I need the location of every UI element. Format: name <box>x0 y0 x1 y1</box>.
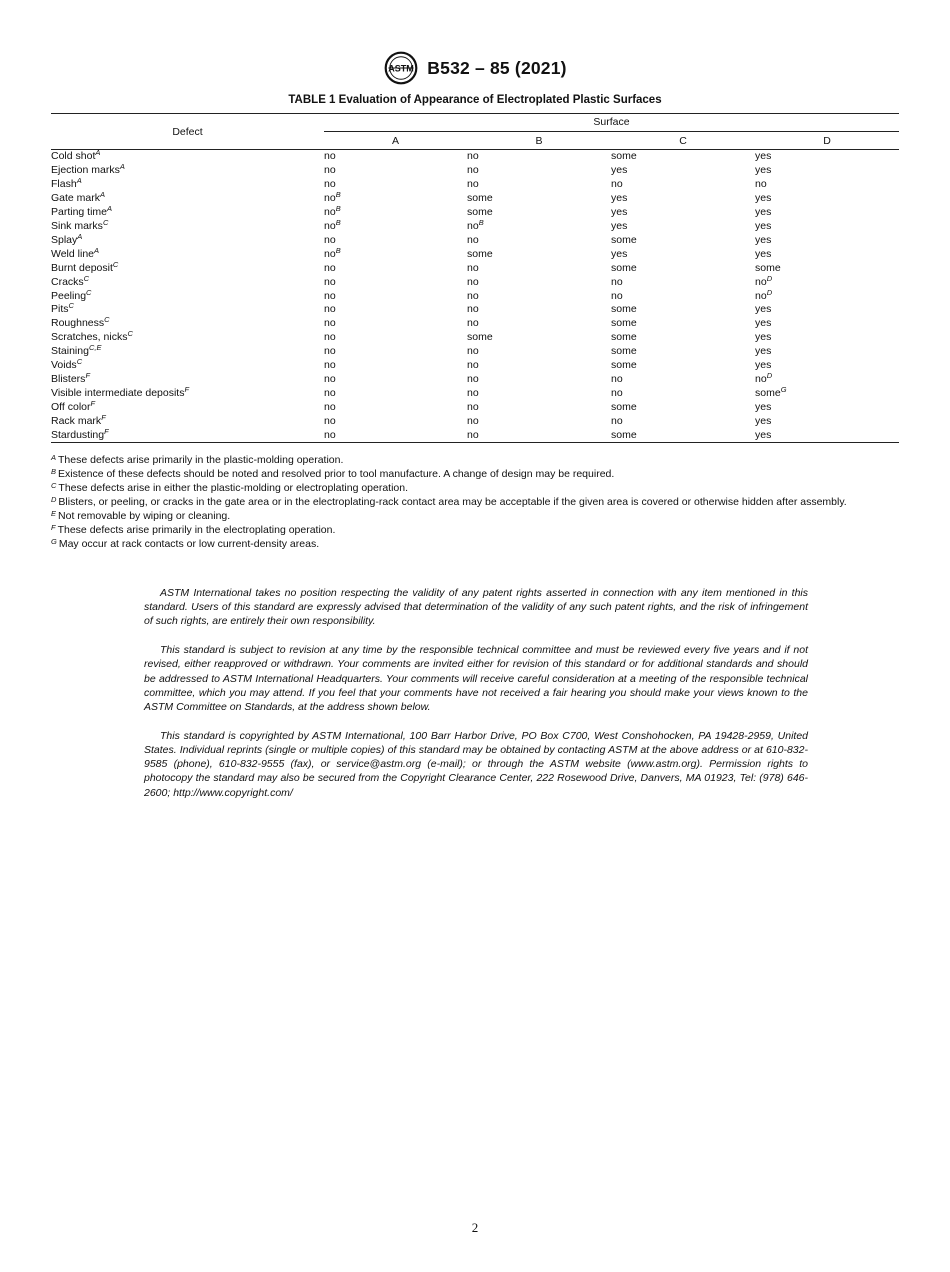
surface-value-cell <box>324 275 467 289</box>
defect-footnote-ref: A <box>119 162 125 172</box>
surface-value-cell <box>611 414 755 428</box>
surface-value: no <box>467 372 479 385</box>
surface-value-cell <box>324 400 467 414</box>
defect-footnote-ref: C <box>76 357 83 367</box>
surface-value-cell <box>611 192 755 206</box>
defect-name: Roughness <box>51 317 105 330</box>
surface-value: no <box>324 275 336 288</box>
surface-value-cell <box>755 359 899 373</box>
defect-name-cell <box>51 414 324 428</box>
surface-value-cell <box>755 233 899 247</box>
defect-footnote-ref: F <box>104 426 109 436</box>
astm-logo-icon <box>383 50 419 86</box>
surface-value: yes <box>755 359 772 372</box>
defect-footnote-ref: C,E <box>88 343 102 353</box>
surface-value: yes <box>611 192 628 205</box>
defect-name-cell <box>51 150 324 164</box>
surface-value: yes <box>611 206 628 219</box>
surface-value: yes <box>755 331 772 344</box>
surface-value-cell <box>324 247 467 261</box>
surface-value: some <box>467 206 493 219</box>
table-row <box>51 150 899 164</box>
defect-footnote-ref: C <box>68 301 74 311</box>
defect-name: Voids <box>51 359 77 372</box>
defect-name: Cold shot <box>51 150 96 163</box>
surface-value: no <box>467 317 479 330</box>
surface-value: yes <box>755 233 772 246</box>
surface-value-cell <box>611 345 755 359</box>
surface-value-cell <box>467 317 611 331</box>
surface-value-cell <box>755 261 899 275</box>
value-footnote-ref: B <box>335 190 341 200</box>
surface-value: yes <box>755 303 772 316</box>
surface-value-cell <box>467 289 611 303</box>
surface-value: no <box>467 178 479 191</box>
surface-value-cell <box>324 359 467 373</box>
surface-value-cell <box>755 303 899 317</box>
surface-value: no <box>467 219 479 232</box>
footnote <box>51 509 911 523</box>
defect-name-cell <box>51 192 324 206</box>
surface-value-cell <box>755 317 899 331</box>
surface-value: no <box>467 233 479 246</box>
surface-value-cell <box>467 275 611 289</box>
page-number: 2 <box>471 1220 479 1235</box>
surface-value: no <box>324 164 336 177</box>
page-header <box>0 50 950 86</box>
footnote-mark: B <box>51 467 57 476</box>
defect-name-cell <box>51 247 324 261</box>
surface-value-cell <box>755 206 899 220</box>
defect-name: Weld line <box>51 247 94 260</box>
surface-value: some <box>611 233 637 246</box>
table-row <box>51 233 899 247</box>
surface-value: yes <box>611 164 628 177</box>
defect-footnote-ref: A <box>95 148 101 158</box>
surface-value: some <box>611 428 637 441</box>
surface-value: no <box>324 428 336 441</box>
surface-value-cell <box>755 428 899 442</box>
surface-value: no <box>467 428 479 441</box>
surface-value-cell <box>324 303 467 317</box>
value-footnote-ref: D <box>766 273 773 283</box>
surface-value: no <box>324 331 336 344</box>
footnote-mark: D <box>51 495 57 504</box>
defect-footnote-ref: F <box>184 384 190 394</box>
defect-footnote-ref: F <box>85 370 91 380</box>
footnote-text: These defects arise in either the plastic-molding or electroplating operation. <box>58 482 409 494</box>
defect-name-cell <box>51 289 324 303</box>
surface-value: no <box>467 275 479 288</box>
surface-value: no <box>467 386 479 399</box>
footnote-text: May occur at rack contacts or low current-density areas. <box>58 538 320 550</box>
defect-name-cell <box>51 317 324 331</box>
footnote <box>51 537 911 551</box>
footnote-text: Blisters, or peeling, or cracks in the gate area or in the electroplating-rack contact area may be acceptable if the given area is covered or otherwise hidden after assembly. <box>58 496 847 508</box>
surface-value: some <box>467 247 493 260</box>
defect-footnote-ref: A <box>107 204 113 214</box>
surface-value: no <box>467 414 479 427</box>
surface-value-cell <box>467 345 611 359</box>
table-row <box>51 386 899 400</box>
surface-value: yes <box>755 247 772 260</box>
surface-value-cell <box>611 317 755 331</box>
surface-value: yes <box>755 164 772 177</box>
value-footnote-ref: B <box>335 204 341 214</box>
surface-value-cell <box>324 428 467 442</box>
surface-value: no <box>324 206 336 219</box>
surface-value: no <box>324 178 336 191</box>
table-row <box>51 178 899 192</box>
table-row <box>51 289 899 303</box>
footnote-text: Existence of these defects should be noted and resolved prior to tool manufacture. A change of design may be required. <box>58 468 615 480</box>
table-row <box>51 303 899 317</box>
table-row <box>51 414 899 428</box>
surface-value-cell <box>755 345 899 359</box>
surface-value: yes <box>755 428 772 441</box>
surface-col-d: D <box>755 132 899 150</box>
surface-value-cell <box>467 178 611 192</box>
surface-header-label: Surface <box>593 116 630 128</box>
defect-name: Peeling <box>51 289 87 302</box>
surface-value-cell <box>324 261 467 275</box>
document-designation: B532 – 85 (2021) <box>427 57 567 78</box>
defect-footnote-ref: F <box>90 398 96 408</box>
surface-value-cell <box>467 359 611 373</box>
surface-value-cell <box>467 373 611 387</box>
surface-value-cell <box>611 164 755 178</box>
surface-value-cell <box>611 178 755 192</box>
surface-value-cell <box>755 331 899 345</box>
surface-value: no <box>324 345 336 358</box>
surface-value-cell <box>324 178 467 192</box>
notice-paragraph: This standard is subject to revision at any time by the responsible technical committee and must be reviewed every five years and if not revised, either reapproved or withdrawn. Your comments are invited either for revision of this standard or for additional standards and should be addressed to ASTM International Headquarters. Your comments will receive careful consideration at a meeting of the responsible technical committee, which you may attend. If you feel that your comments have not received a fair hearing you should make your views known to the ASTM Committee on Standards, at the address shown below. <box>144 644 808 714</box>
defect-name: Ejection marks <box>51 164 120 177</box>
surface-value: no <box>324 317 336 330</box>
defect-footnote-ref: A <box>100 190 106 200</box>
table-row <box>51 247 899 261</box>
table-row <box>51 400 899 414</box>
surface-value-cell <box>467 261 611 275</box>
surface-value: some <box>611 359 637 372</box>
defect-name: Cracks <box>51 275 84 288</box>
value-footnote-ref: G <box>780 384 787 394</box>
surface-value: no <box>611 414 623 427</box>
surface-value-cell <box>324 345 467 359</box>
surface-value-cell <box>324 150 467 164</box>
surface-value-cell <box>755 400 899 414</box>
footnote <box>51 495 911 509</box>
surface-value-cell <box>611 261 755 275</box>
surface-value: no <box>324 150 336 163</box>
surface-value: no <box>467 400 479 413</box>
footnote-text: These defects arise primarily in the plastic-molding operation. <box>58 454 344 466</box>
table-footnotes <box>51 453 911 551</box>
surface-value-cell <box>611 303 755 317</box>
footnote-text: Not removable by wiping or cleaning. <box>58 510 231 522</box>
surface-value: no <box>611 386 623 399</box>
footnote-mark: F <box>51 523 56 532</box>
defect-footnote-ref: A <box>76 176 82 186</box>
surface-value: yes <box>755 400 772 413</box>
surface-col-a: A <box>324 132 467 150</box>
surface-value: some <box>611 331 637 344</box>
defect-name: Flash <box>51 178 77 191</box>
surface-value-cell <box>755 178 899 192</box>
surface-value-cell <box>467 206 611 220</box>
defect-name: Blisters <box>51 372 86 385</box>
surface-value: some <box>467 331 493 344</box>
astm-logo-text: ASTM <box>388 63 415 74</box>
surface-value: yes <box>755 345 772 358</box>
surface-value: no <box>755 178 767 191</box>
surface-value: no <box>755 275 767 288</box>
surface-value: no <box>467 303 479 316</box>
defects-table-body <box>51 150 899 443</box>
surface-value-cell <box>755 164 899 178</box>
defect-name: Rack mark <box>51 414 102 427</box>
surface-col-b: B <box>467 132 611 150</box>
table-row <box>51 192 899 206</box>
surface-value-cell <box>324 206 467 220</box>
defect-column-header: Defect <box>51 114 324 150</box>
footnote-mark: G <box>51 537 57 546</box>
defect-name: Pits <box>51 303 69 316</box>
surface-value: some <box>611 303 637 316</box>
surface-value: no <box>755 372 767 385</box>
footnote <box>51 481 911 495</box>
surface-value: some <box>755 386 781 399</box>
surface-value-cell <box>755 150 899 164</box>
defect-name: Gate mark <box>51 192 101 205</box>
footnote <box>51 453 911 467</box>
surface-value-cell <box>324 192 467 206</box>
defect-name: Splay <box>51 233 78 246</box>
surface-value-cell <box>467 192 611 206</box>
surface-value: no <box>324 261 336 274</box>
value-footnote-ref: D <box>766 370 773 380</box>
defect-footnote-ref: A <box>77 231 83 241</box>
surface-value-cell <box>324 414 467 428</box>
surface-value: no <box>467 345 479 358</box>
footnote <box>51 523 911 537</box>
surface-value-cell <box>755 289 899 303</box>
surface-value: no <box>324 359 336 372</box>
surface-value: some <box>611 261 637 274</box>
surface-value-cell <box>755 386 899 400</box>
surface-value: no <box>324 303 336 316</box>
defect-footnote-ref: C <box>83 273 90 283</box>
value-footnote-ref: B <box>335 245 341 255</box>
surface-value-cell <box>467 400 611 414</box>
surface-value-cell <box>611 206 755 220</box>
surface-value-cell <box>467 428 611 442</box>
surface-value: yes <box>755 414 772 427</box>
surface-value-cell <box>467 164 611 178</box>
surface-value: no <box>324 386 336 399</box>
surface-value-cell <box>611 275 755 289</box>
surface-value: no <box>324 289 336 302</box>
surface-value: no <box>467 150 479 163</box>
surface-col-c: C <box>611 132 755 150</box>
surface-value-cell <box>324 331 467 345</box>
defect-name-cell <box>51 428 324 442</box>
surface-value-cell <box>755 370 899 387</box>
surface-value: yes <box>755 192 772 205</box>
surface-column-header <box>324 114 899 133</box>
surface-value: some <box>611 317 637 330</box>
footnote <box>51 467 911 481</box>
defect-name: Scratches, nicks <box>51 331 128 344</box>
defect-name-cell <box>51 178 324 192</box>
surface-value-cell <box>611 331 755 345</box>
defect-name-cell <box>51 303 324 317</box>
surface-value-cell <box>611 233 755 247</box>
footnote-mark: C <box>51 481 57 490</box>
surface-value: yes <box>755 219 772 232</box>
surface-value: yes <box>755 206 772 219</box>
defect-name: Visible intermediate deposits <box>51 386 185 399</box>
surface-value: no <box>611 275 623 288</box>
surface-value-cell <box>467 414 611 428</box>
surface-value-cell <box>611 220 755 234</box>
surface-value-cell <box>467 331 611 345</box>
surface-value-cell <box>324 317 467 331</box>
surface-value: some <box>611 400 637 413</box>
surface-value: no <box>467 261 479 274</box>
defect-name-cell <box>51 400 324 414</box>
table-row <box>51 220 899 234</box>
table-row <box>51 345 899 359</box>
table-row <box>51 331 899 345</box>
footnote-mark: A <box>51 453 57 462</box>
surface-value-cell <box>324 217 467 234</box>
defect-name: Parting time <box>51 206 108 219</box>
surface-value-cell <box>755 414 899 428</box>
surface-value-cell <box>611 400 755 414</box>
surface-value: no <box>467 359 479 372</box>
surface-value: no <box>611 178 623 191</box>
surface-value-cell <box>324 373 467 387</box>
defect-footnote-ref: A <box>94 245 100 255</box>
surface-value-cell <box>324 289 467 303</box>
surface-value-cell <box>467 247 611 261</box>
defect-name: Burnt deposit <box>51 261 113 274</box>
value-footnote-ref: D <box>766 287 773 297</box>
table-row <box>51 373 899 387</box>
defects-table <box>51 113 899 443</box>
defect-name-cell <box>51 164 324 178</box>
surface-value: some <box>755 261 781 274</box>
table-title: TABLE 1 Evaluation of Appearance of Electroplated Plastic Surfaces <box>288 94 662 106</box>
defect-name-cell <box>51 217 324 234</box>
defect-name-cell <box>51 359 324 373</box>
surface-value-cell <box>755 247 899 261</box>
surface-value-cell <box>467 233 611 247</box>
defect-name: Off color <box>51 400 91 413</box>
table-row <box>51 428 899 442</box>
defect-name-cell <box>51 275 324 289</box>
value-footnote-ref: B <box>335 217 341 227</box>
defect-name-cell <box>51 261 324 275</box>
surface-value-cell <box>611 428 755 442</box>
surface-value: yes <box>611 247 628 260</box>
surface-value-cell <box>324 386 467 400</box>
surface-value-cell <box>611 386 755 400</box>
surface-value: no <box>611 372 623 385</box>
surface-value-cell <box>611 373 755 387</box>
defect-footnote-ref: C <box>86 287 92 297</box>
surface-value: no <box>324 192 336 205</box>
surface-value-cell <box>611 247 755 261</box>
footnote-text: These defects arise primarily in the electroplating operation. <box>57 524 336 536</box>
defect-footnote-ref: C <box>127 329 133 339</box>
surface-value: no <box>324 219 336 232</box>
table-row <box>51 164 899 178</box>
surface-value: no <box>467 289 479 302</box>
surface-value-cell <box>611 359 755 373</box>
surface-value-cell <box>467 217 611 234</box>
surface-value-cell <box>611 150 755 164</box>
surface-value: no <box>467 164 479 177</box>
surface-value-cell <box>755 192 899 206</box>
notice-paragraph: This standard is copyrighted by ASTM International, 100 Barr Harbor Drive, PO Box C700, West Conshohocken, PA 19428-2959, United States. Individual reprints (single or multiple copies) of this standard may be obtained by contacting ASTM at the above address or at 610-832-9585 (phone), 610-832-9555 (fax), or service@astm.org (e-mail); or through the ASTM website (www.astm.org). Permission rights to photocopy the standard may also be secured from the Copyright Clearance Center, 222 Rosewood Drive, Danvers, MA 01923, Tel: (978) 646-2600; http://www.copyright.com/ <box>144 729 808 799</box>
defect-name: Stardusting <box>51 428 105 441</box>
footnote-mark: E <box>51 509 57 518</box>
surface-value-cell <box>324 164 467 178</box>
surface-value: yes <box>755 317 772 330</box>
legal-notices <box>144 586 808 814</box>
surface-value: no <box>755 289 767 302</box>
surface-value: no <box>324 414 336 427</box>
surface-value-cell <box>467 150 611 164</box>
surface-value: no <box>324 400 336 413</box>
defect-footnote-ref: C <box>102 217 109 227</box>
notice-paragraph: ASTM International takes no position respecting the validity of any patent rights asserted in connection with any item mentioned in this standard. Users of this standard are expressly advised that determination of the validity of any such patent rights, and the risk of infringement of such rights, are entirely their own responsibility. <box>144 587 808 628</box>
surface-value: some <box>611 345 637 358</box>
surface-value: no <box>611 289 623 302</box>
defect-name: Sink marks <box>51 219 103 232</box>
surface-value: yes <box>611 219 628 232</box>
defect-name-cell <box>51 233 324 247</box>
defect-name: Staining <box>51 345 89 358</box>
surface-value-cell <box>467 386 611 400</box>
defect-name-cell <box>51 206 324 220</box>
defect-footnote-ref: C <box>112 259 119 269</box>
surface-value-cell <box>324 233 467 247</box>
table-row <box>51 317 899 331</box>
surface-value-cell <box>755 275 899 289</box>
surface-value-cell <box>755 220 899 234</box>
defect-name-cell <box>51 345 324 359</box>
surface-value-cell <box>611 289 755 303</box>
surface-value-cell <box>467 303 611 317</box>
surface-value: some <box>467 192 493 205</box>
surface-value: no <box>324 247 336 260</box>
surface-value: no <box>324 372 336 385</box>
defect-footnote-ref: F <box>101 412 106 422</box>
surface-value: no <box>324 233 336 246</box>
table-row <box>51 206 899 220</box>
defect-footnote-ref: C <box>104 315 110 325</box>
value-footnote-ref: B <box>478 217 484 227</box>
surface-value: yes <box>755 150 772 163</box>
surface-value: some <box>611 150 637 163</box>
